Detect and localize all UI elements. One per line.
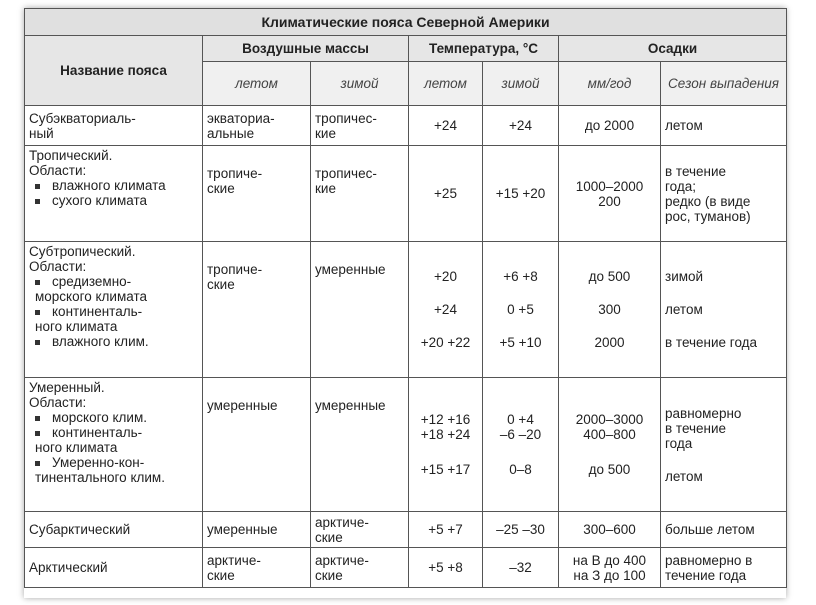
temp-winter-cell [483, 512, 559, 548]
mm-year-cell [559, 106, 661, 146]
belt-name: Субэкваториаль- [29, 110, 136, 126]
belt-name: Тропический. [29, 148, 113, 163]
air-winter-cell [311, 106, 409, 146]
belt-name-cell [25, 378, 203, 512]
table-row [25, 146, 787, 242]
season-cell [661, 146, 787, 242]
area-text: сухого климата [52, 193, 148, 208]
header-temperature: Температура, °С [409, 36, 559, 62]
value: +24 [509, 118, 532, 133]
value: +5 +7 [428, 522, 463, 537]
air-winter-cell [311, 242, 409, 378]
table-frame [24, 8, 786, 598]
season-value: в течение [665, 163, 727, 179]
air-summer-cell [203, 378, 311, 512]
area-item [29, 193, 198, 208]
season-value: редко (в виде [665, 193, 751, 209]
season-value: равномерно [665, 405, 742, 421]
area-item [29, 289, 198, 304]
table-row [25, 378, 787, 512]
air-mass-value: тропиче- [207, 262, 263, 277]
belt-name: Арктический [29, 560, 108, 575]
air-summer-cell [203, 512, 311, 548]
season-value: летом [665, 118, 703, 133]
value: +20 +22 [420, 335, 471, 350]
mm-year-cell [559, 146, 661, 242]
value: +15 +20 [495, 186, 546, 201]
air-mass-value: кие [315, 181, 336, 196]
air-mass-value: ские [207, 277, 235, 292]
value: +24 [434, 118, 457, 133]
value: 0 +5 [507, 302, 534, 317]
mm-year-cell [559, 548, 661, 588]
air-mass-value: тропичес- [315, 110, 377, 126]
header-air-masses: Воздушные массы [203, 36, 409, 62]
air-mass-value: арктиче- [315, 514, 369, 530]
value: 300–600 [583, 522, 636, 537]
value: на В до 400 [572, 552, 647, 568]
value: +25 [434, 186, 457, 201]
air-summer-cell [203, 548, 311, 588]
area-text: ного климата [35, 319, 118, 334]
season-cell [661, 548, 787, 588]
season-value: больше летом [665, 522, 755, 537]
air-mass-value: ские [315, 567, 343, 583]
air-mass-value: кие [315, 125, 336, 141]
temp-winter-cell [483, 146, 559, 242]
air-winter-cell [311, 146, 409, 242]
area-text: средиземно- [52, 274, 132, 289]
bullet-icon [35, 416, 40, 421]
value: –32 [509, 560, 532, 575]
bullet-icon [35, 199, 40, 204]
mm-year-cell [559, 242, 661, 378]
header-precipitation: Осадки [559, 36, 787, 62]
area-text: морского клим. [52, 410, 148, 425]
value: 1000–2000 [575, 178, 644, 194]
temp-summer-cell [409, 548, 483, 588]
air-mass-value: экваториа- [207, 110, 275, 126]
area-item [29, 470, 198, 485]
air-mass-value: ские [315, 529, 343, 545]
air-mass-value: тропичес- [315, 166, 377, 181]
bullet-icon [35, 184, 40, 189]
table-row [25, 512, 787, 548]
areas-label: Области: [29, 163, 87, 178]
temp-winter-cell [483, 242, 559, 378]
bullet-icon [35, 310, 40, 315]
season-value: течение года [665, 567, 747, 583]
temp-summer-cell [409, 106, 483, 146]
air-winter-cell [311, 548, 409, 588]
season-value: года; [665, 178, 696, 194]
value: 2000–3000 [575, 412, 644, 427]
belt-name-cell [25, 548, 203, 588]
temp-summer-cell [409, 146, 483, 242]
value: до 500 [588, 462, 631, 477]
header-mm-year: мм/год [559, 62, 661, 106]
climate-table [24, 8, 787, 588]
season-value: рос, туманов) [665, 208, 751, 224]
temp-summer-cell [409, 512, 483, 548]
value: +18 +24 [420, 427, 471, 442]
belt-name-cell [25, 512, 203, 548]
belt-name: Субарктический [29, 522, 131, 537]
areas-label: Области: [29, 259, 87, 274]
season-value: в течение года [665, 335, 758, 350]
temp-summer-cell [409, 378, 483, 512]
value: –6 –20 [499, 427, 542, 442]
value: +15 +17 [420, 462, 471, 477]
air-summer-cell [203, 242, 311, 378]
mm-year-cell [559, 378, 661, 512]
table-row [25, 548, 787, 588]
value: +24 [434, 302, 457, 317]
air-summer-cell [203, 106, 311, 146]
value: 300 [598, 302, 621, 317]
belt-name-cell [25, 242, 203, 378]
area-text: ного климата [35, 440, 118, 455]
season-cell [661, 378, 787, 512]
value: +6 +8 [503, 269, 538, 284]
temp-summer-cell [409, 242, 483, 378]
belt-name: ный [29, 125, 54, 141]
bullet-icon [35, 461, 40, 466]
area-text: влажного клим. [52, 334, 149, 349]
air-mass-value: ские [207, 567, 235, 583]
area-item [29, 274, 198, 289]
value: –25 –30 [496, 522, 545, 537]
bullet-icon [35, 340, 40, 345]
header-season: Сезон выпадения [661, 62, 787, 106]
season-value: летом [665, 302, 703, 317]
air-mass-value: тропиче- [207, 166, 263, 181]
season-value: равномерно в [665, 552, 753, 568]
mm-year-cell [559, 512, 661, 548]
table-body [25, 106, 787, 588]
air-mass-value: ские [207, 181, 235, 196]
area-item [29, 304, 198, 319]
value: 400–800 [583, 427, 636, 442]
value: на З до 100 [573, 567, 646, 583]
belt-name-cell [25, 146, 203, 242]
area-text: тинентального клим. [35, 470, 165, 485]
season-value: в течение [665, 420, 727, 436]
value: до 500 [588, 269, 631, 284]
value: до 2000 [584, 118, 635, 133]
air-mass-value: умеренные [315, 262, 386, 277]
value: 0–8 [509, 462, 532, 477]
season-value: летом [665, 468, 703, 484]
areas-label: Области: [29, 395, 87, 410]
value: +12 +16 [420, 412, 471, 427]
header-air-summer: летом [203, 62, 311, 106]
table-row [25, 242, 787, 378]
belt-name: Умеренный. [29, 380, 105, 395]
air-mass-value: умеренные [207, 398, 278, 413]
area-text: Умеренно-кон- [52, 455, 145, 470]
area-text: влажного климата [52, 178, 166, 193]
area-item [29, 425, 198, 440]
air-mass-value: арктиче- [315, 552, 369, 568]
header-air-winter: зимой [311, 62, 409, 106]
value: 2000 [594, 335, 625, 350]
bullet-icon [35, 280, 40, 285]
air-winter-cell [311, 378, 409, 512]
season-cell [661, 242, 787, 378]
area-item [29, 178, 198, 193]
air-mass-value: умеренные [315, 398, 386, 413]
value: +20 [434, 269, 457, 284]
header-temp-winter: зимой [483, 62, 559, 106]
air-mass-value: арктиче- [207, 552, 261, 568]
area-item [29, 455, 198, 470]
area-text: континенталь- [52, 304, 143, 319]
season-value: года [665, 435, 693, 451]
table-row [25, 106, 787, 146]
value: +5 +8 [428, 560, 463, 575]
area-item [29, 410, 198, 425]
temp-winter-cell [483, 378, 559, 512]
air-mass-value: альные [207, 125, 255, 141]
area-text: континенталь- [52, 425, 143, 440]
season-value: зимой [665, 269, 704, 284]
bullet-icon [35, 431, 40, 436]
area-item [29, 334, 198, 349]
belt-name-cell [25, 106, 203, 146]
value: 200 [598, 193, 621, 209]
air-summer-cell [203, 146, 311, 242]
header-temp-summer: летом [409, 62, 483, 106]
value: 0 +4 [507, 412, 534, 427]
header-name: Название пояса [25, 36, 203, 106]
area-item [29, 319, 198, 334]
season-cell [661, 106, 787, 146]
air-mass-value: умеренные [207, 522, 278, 537]
season-cell [661, 512, 787, 548]
table-title: Климатические пояса Северной Америки [25, 9, 787, 36]
area-text: морского климата [35, 289, 148, 304]
value: +5 +10 [499, 335, 542, 350]
belt-name: Субтропический. [29, 244, 136, 259]
area-item [29, 440, 198, 455]
air-winter-cell [311, 512, 409, 548]
temp-winter-cell [483, 548, 559, 588]
temp-winter-cell [483, 106, 559, 146]
